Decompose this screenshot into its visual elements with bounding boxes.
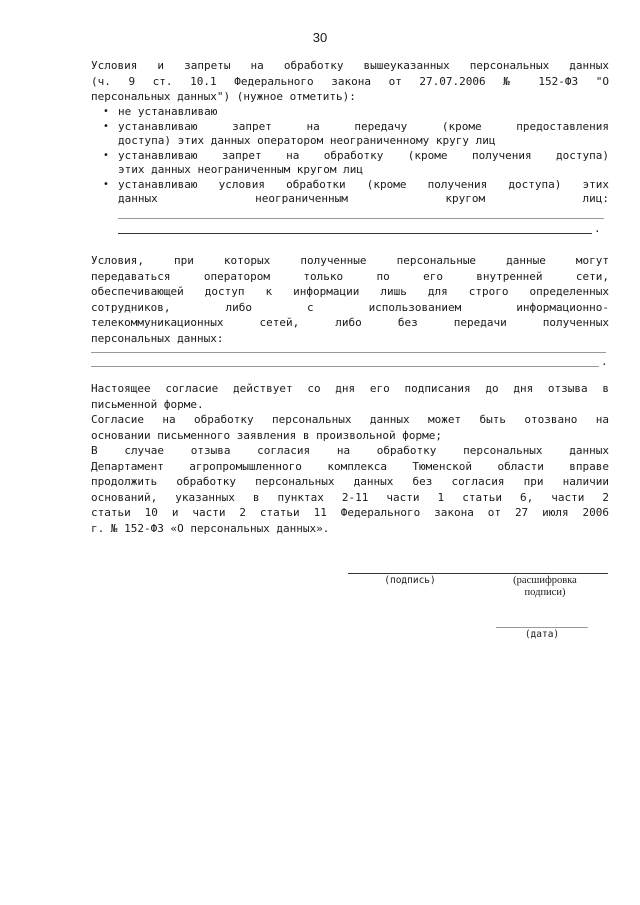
option-set-conditions[interactable] <box>91 178 609 207</box>
option-not-set[interactable] <box>91 105 609 120</box>
transfer-line: персональных данных: <box>91 331 224 345</box>
conditions-intro <box>91 58 609 105</box>
option-line: устанавливаю запрет на передачу (кроме предоставления <box>118 119 609 133</box>
withdrawal-line: оснований, указанных в пунктах 2-11 части 1 статьи 6, части 2 <box>91 490 609 504</box>
option-line: доступа) этих данных оператором неограниченному кругу лиц <box>118 134 496 147</box>
option-line: данных неограниченным кругом лиц: <box>118 192 609 205</box>
revocation-paragraph <box>91 412 609 443</box>
bullet-icon: • <box>103 149 109 161</box>
date-line[interactable] <box>496 627 588 628</box>
bullet-icon: • <box>103 178 109 190</box>
option-line: этих данных неограниченным кругом лиц <box>118 163 364 176</box>
decoding-label-line-2: подписи) <box>524 587 566 598</box>
bullet-icon: • <box>103 120 109 132</box>
conditions-intro-line: Условия и запреты на обработку вышеуказанных персональных данных <box>91 59 609 72</box>
decoding-label <box>490 575 600 599</box>
conditions-fill-line-2[interactable] <box>118 233 592 234</box>
transfer-line: обеспечивающей доступ к информации лишь для строго определенных <box>91 285 609 298</box>
conditions-options-list <box>91 105 609 207</box>
transfer-line: Условия, при которых полученные персональные данные могут <box>91 254 609 267</box>
withdrawal-line: В случае отзыва согласия на обработку персональных данных <box>91 444 609 457</box>
signature-line[interactable] <box>348 573 608 574</box>
decoding-label-line-1: (расшифровка <box>513 575 577 586</box>
conditions-end-mark: . <box>594 222 601 235</box>
bullet-icon: • <box>103 106 109 117</box>
revocation-line: Согласие на обработку персональных данных может быть отозвано на <box>91 413 609 426</box>
option-ban-processing[interactable] <box>91 149 609 178</box>
validity-line: письменной форме. <box>91 397 204 411</box>
transfer-line: сотрудников, либо с использованием информационно- <box>91 300 609 314</box>
conditions-fill-line-1[interactable] <box>118 218 604 219</box>
withdrawal-paragraph <box>91 443 609 536</box>
validity-line: Настоящее согласие действует со дня его подписания до дня отзыва в <box>91 382 609 395</box>
transfer-fill-line-1[interactable] <box>91 352 606 353</box>
withdrawal-line: продолжить обработку персональных данных без согласия при наличии <box>91 475 609 488</box>
conditions-intro-line: персональных данных") (нужное отметить): <box>91 90 356 103</box>
validity-paragraph <box>91 381 609 412</box>
option-ban-transfer[interactable] <box>91 120 609 149</box>
page-number: 30 <box>312 30 328 45</box>
withdrawal-line: статьи 10 и части 2 статьи 11 Федерального закона от 27 июля 2006 <box>91 506 609 519</box>
revocation-line: основании письменного заявления в произвольной форме; <box>91 428 442 442</box>
withdrawal-line: Департамент агропромышленного комплекса Тюменской области вправе <box>91 459 609 473</box>
date-label: (дата) <box>524 629 560 640</box>
withdrawal-line: г. № 152-ФЗ «О персональных данных». <box>91 521 330 535</box>
transfer-line: передаваться оператором только по его внутренней сети, <box>91 269 609 283</box>
option-line: устанавливаю условия обработки (кроме получения доступа) этих <box>118 177 609 191</box>
signature-label: (подпись) <box>384 575 436 586</box>
option-line: устанавливаю запрет на обработку (кроме получения доступа) <box>118 148 609 162</box>
transfer-end-mark: . <box>601 355 608 368</box>
transfer-conditions <box>91 253 609 346</box>
transfer-fill-line-2[interactable] <box>91 366 599 367</box>
transfer-line: телекоммуникационных сетей, либо без передачи полученных <box>91 316 609 329</box>
conditions-intro-line: (ч. 9 ст. 10.1 Федерального закона от 27.07.2006 № 152-ФЗ "О <box>91 74 609 88</box>
option-line: не устанавливаю <box>118 105 218 118</box>
